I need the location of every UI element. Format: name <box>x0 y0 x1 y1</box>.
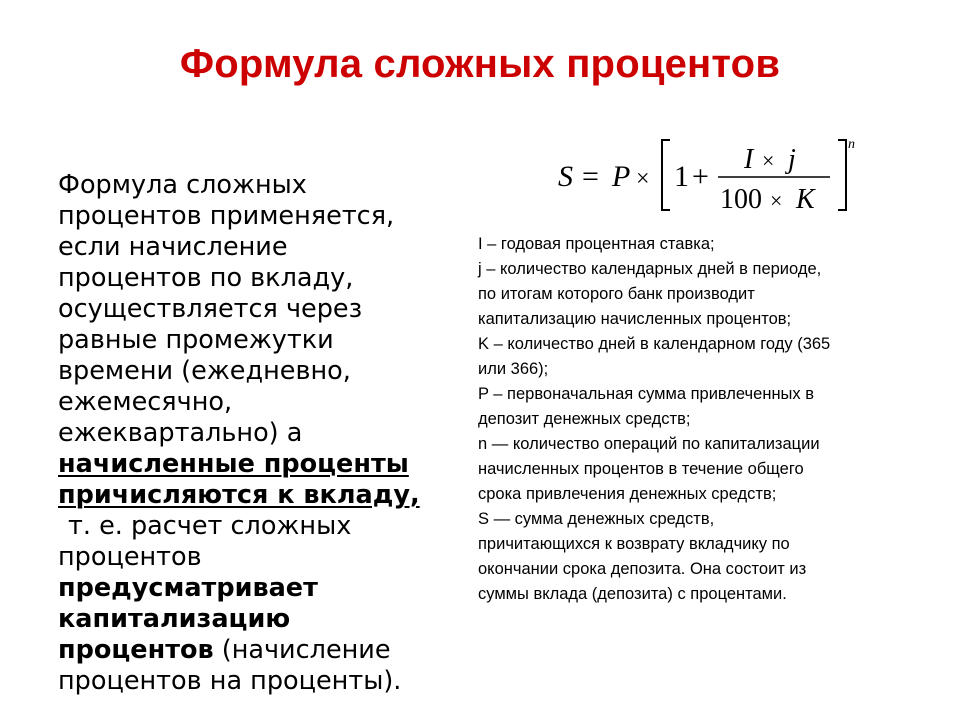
definition-line: депозит денежных средств; <box>478 410 691 428</box>
formula-one: 1 <box>674 160 689 193</box>
emphasis-line: причисляются к вкладу, <box>58 480 420 510</box>
description-paragraph <box>58 170 498 697</box>
text-line: осуществляется через <box>58 294 363 324</box>
text-line: времени (ежедневно, <box>58 356 351 386</box>
emphasis-line: капитализацию <box>58 604 291 634</box>
right-bracket <box>838 140 846 210</box>
formula-plus: + <box>692 160 709 193</box>
text-line: равные промежутки <box>58 325 334 355</box>
definition-line: K – количество дней в календарном году (365 <box>478 335 831 353</box>
text-line: процентов <box>58 542 202 572</box>
definition-line: начисленных процентов в течение общего <box>478 460 804 478</box>
definition-line: суммы вклада (депозита) с процентами. <box>478 585 787 603</box>
text-line: если начисление <box>58 232 288 262</box>
text-line: Формула сложных <box>58 170 307 200</box>
formula-den-100: 100 <box>720 184 762 215</box>
definition-line: или 366); <box>478 360 549 378</box>
definition-line: j – количество календарных дней в периоде, <box>478 260 822 278</box>
text-line: т. е. расчет сложных <box>68 511 352 541</box>
formula-num-times: × <box>762 148 775 173</box>
formula-s: S <box>558 160 573 193</box>
formula-exponent-n: n <box>848 137 855 152</box>
definition-line: P – первоначальная сумма привлеченных в <box>478 385 815 403</box>
text-line: ежеквартально) а <box>58 418 303 448</box>
mixed-line <box>58 635 498 666</box>
emphasis-line: начисленные проценты <box>58 449 409 479</box>
formula-p: P <box>612 160 631 193</box>
text-fragment: (начисление <box>213 635 391 665</box>
text-line: ежемесячно, <box>58 387 233 417</box>
text-line: процентов по вкладу, <box>58 263 354 293</box>
formula-num-i: I <box>744 144 754 175</box>
formula-den-times: × <box>770 188 783 213</box>
compound-interest-formula <box>548 128 868 218</box>
text-line: процентов применяется, <box>58 201 395 231</box>
definition-line: причитающихся к возврату вкладчику по <box>478 535 790 553</box>
definition-line: S — сумма денежных средств, <box>478 510 715 528</box>
formula-equals: = <box>582 160 599 193</box>
page-title: Формула сложных процентов <box>179 42 781 86</box>
definition-line: I – годовая процентная ставка; <box>478 235 715 253</box>
variable-definitions <box>478 232 948 607</box>
text-line: процентов на проценты). <box>58 666 402 696</box>
formula-svg <box>548 128 868 218</box>
formula-times: × <box>636 166 650 192</box>
emphasis-word: процентов <box>58 635 214 665</box>
definition-line: срока привлечения денежных средств; <box>478 485 777 503</box>
definition-line: окончании срока депозита. Она состоит из <box>478 560 807 578</box>
emphasis-line: предусматривает <box>58 573 318 603</box>
definition-line: n — количество операций по капитализации <box>478 435 820 453</box>
formula-den-k: K <box>796 184 815 215</box>
definition-line: капитализацию начисленных процентов; <box>478 310 792 328</box>
definition-line: по итогам которого банк производит <box>478 285 755 303</box>
left-bracket <box>662 140 670 210</box>
formula-num-j: j <box>788 144 796 175</box>
